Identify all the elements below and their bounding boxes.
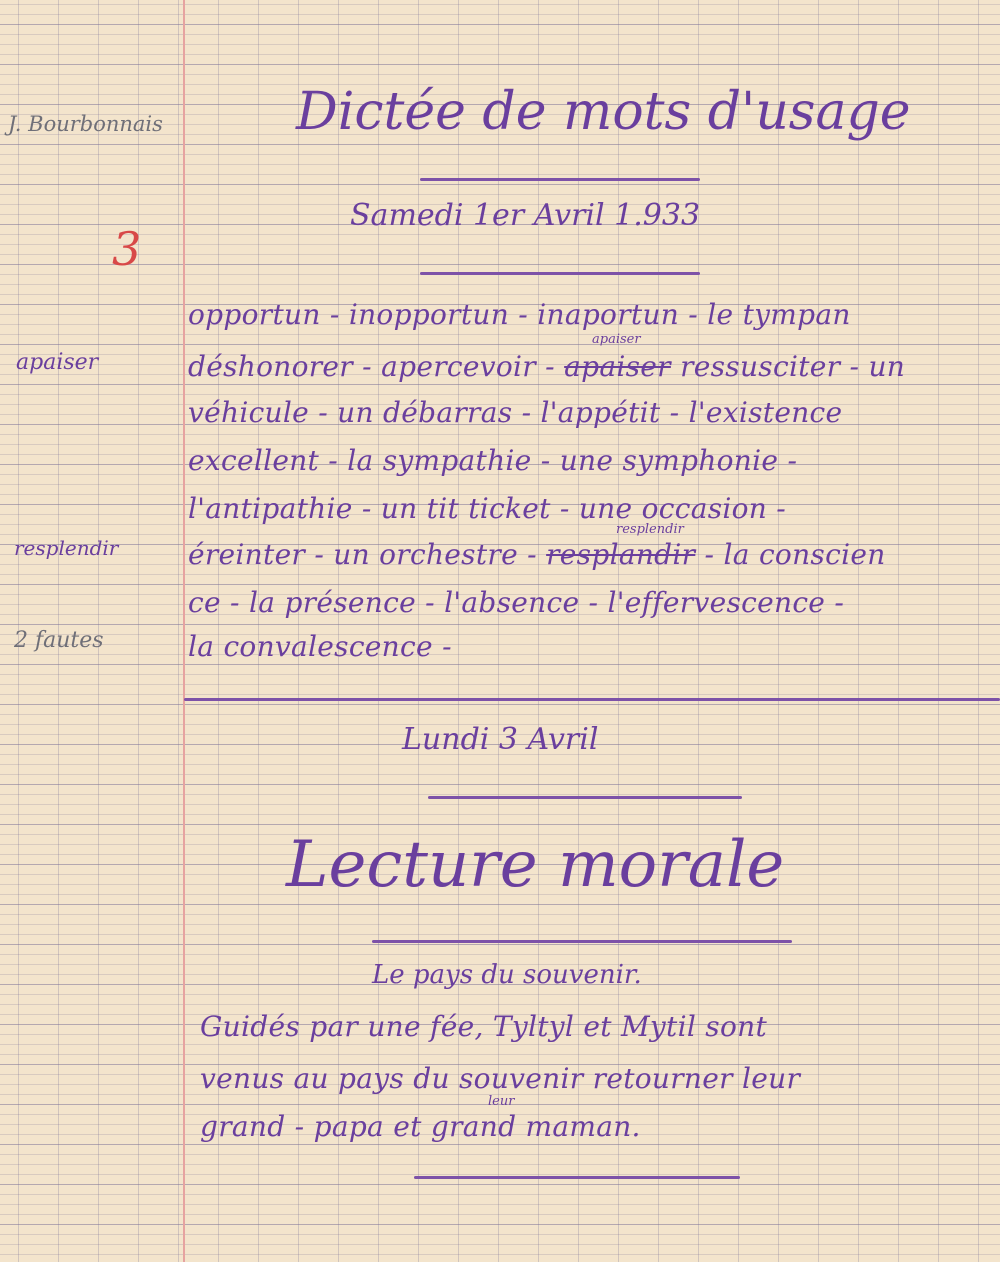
- reading-line-2: venus au pays du souvenir retourner leur: [200, 1062, 801, 1095]
- crossed-word-resplandir: resplandir: [546, 538, 696, 571]
- reading-line-1: Guidés par une fée, Tyltyl et Mytil sont: [200, 1010, 768, 1043]
- dictation-line-6: [188, 538, 886, 571]
- reading-line-3: grand - papa et grand maman.: [200, 1110, 641, 1143]
- reading-title-underline: [372, 940, 792, 943]
- error-count: 2 fautes: [14, 628, 104, 653]
- insertion-leur: leur: [488, 1094, 515, 1109]
- correction-apaiser: apaiser: [592, 332, 641, 347]
- margin-correction-resplendir: resplendir: [14, 536, 119, 560]
- dictation-line-2-tail: ressusciter - un: [680, 350, 906, 383]
- dictation-line-6-tail: - la conscien: [704, 538, 886, 571]
- correction-resplendir: resplendir: [616, 522, 684, 537]
- dictation-title: Dictée de mots d'usage: [296, 82, 911, 142]
- dictation-line-4: excellent - la sympathie - une symphonie -: [188, 444, 798, 477]
- dictation-line-2-text: déshonorer - apercevoir -: [188, 350, 555, 383]
- dictation-date: Samedi 1er Avril 1.933: [350, 198, 701, 233]
- grade-mark: 3: [112, 222, 142, 276]
- reading-date: Lundi 3 Avril: [402, 722, 599, 757]
- margin-correction-apaiser: apaiser: [16, 350, 99, 375]
- reading-subtitle: Le pays du souvenir.: [372, 960, 642, 990]
- dictation-line-8: la convalescence -: [188, 630, 452, 663]
- dictation-line-3: véhicule - un débarras - l'appétit - l'existence: [188, 396, 843, 429]
- title-underline: [420, 178, 700, 181]
- reading-title: Lecture morale: [286, 828, 785, 902]
- reading-date-underline: [428, 796, 742, 799]
- margin-line: [183, 0, 185, 1262]
- dictation-line-5: l'antipathie - un tit ticket - une occasion -: [188, 492, 787, 525]
- dictation-line-2: [188, 350, 905, 383]
- dictation-line-1: opportun - inopportun - inaportun - le tympan: [188, 298, 851, 331]
- dictation-line-6-text: éreinter - un orchestre -: [188, 538, 537, 571]
- student-name: J. Bourbonnais: [8, 112, 163, 136]
- crossed-word-apaiser: apaiser: [564, 350, 671, 383]
- dictation-line-7: ce - la présence - l'absence - l'effervescence -: [188, 586, 845, 619]
- date-underline: [420, 272, 700, 275]
- section-separator: [184, 698, 1000, 701]
- closing-rule: [414, 1176, 740, 1179]
